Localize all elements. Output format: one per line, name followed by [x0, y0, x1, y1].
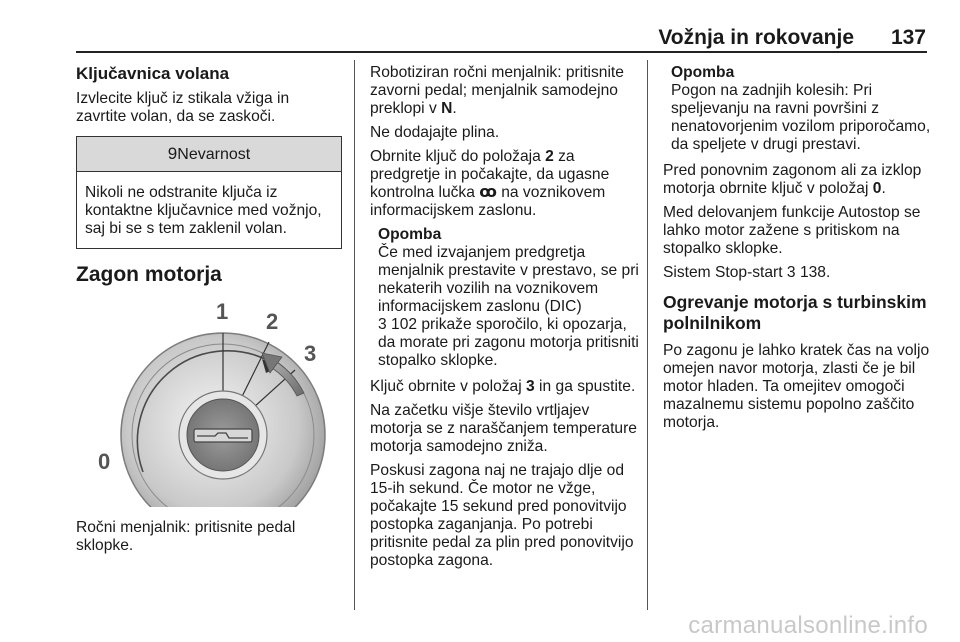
note-title: Opomba [378, 226, 442, 243]
paragraph-turbo: Po zagonu je lahko kratek čas na voljo omejen navor motorja, zlasti če je bil motor hladen. Ta omejitev omogoči mazalnemu sistemu popolno zaščito motorja. [663, 342, 930, 431]
note-box-rwd [663, 64, 931, 154]
section-title-turbo: Ogrevanje motorja s turbinskim polnilnikom [663, 292, 927, 333]
page-reference-icon: 3 [786, 264, 796, 281]
position-label-3: 3 [304, 341, 317, 366]
glow-plug-icon: ꝏ [479, 184, 497, 201]
warning-header [77, 137, 341, 172]
position-label-2: 2 [266, 309, 279, 334]
watermark-text: carmanualsonline.info [688, 612, 928, 639]
column-1 [76, 64, 342, 561]
manual-gearbox-text: Ročni menjalnik: pritisnite pedal sklopke. [76, 519, 296, 554]
warning-triangle-icon: 9 [167, 144, 178, 163]
note-text: Pogon na zadnjih kolesih: Pri speljevanju na ravni površini z nenatovorjenim vozilom priporočamo, da speljete v drugi prestavi. [671, 82, 931, 153]
note-box [370, 226, 640, 370]
column-3 [663, 64, 931, 438]
position-label-1: 1 [216, 299, 229, 324]
note-text: Če med izvajanjem predgretja menjalnik prestavite v prestavo, se pri nekaterih vozilih na voznikovem informacijskem zaslonu (DIC) 3 102 prikaže sporočilo, ki opozarja, da morate pri zagonu motorja pritisniti stopalko sklopke. [378, 244, 639, 369]
ignition-switch-diagram [76, 299, 342, 507]
warning-title: Nevarnost [177, 146, 251, 163]
paragraph-autostop: Med delovanjem funkcije Autostop se lahko motor zažene s pritiskom na stopalko sklopke. [663, 204, 921, 257]
paragraph-robotized: Robotiziran ročni menjalnik: pritisnite zavorni pedal; menjalnik samodejno preklopi v N. [370, 64, 624, 117]
page-number: 137 [890, 26, 926, 49]
column-divider [647, 60, 648, 610]
section-title-steering-lock: Ključavnica volana [76, 64, 230, 83]
paragraph-start-attempts: Poskusi zagona naj ne trajajo dlje od 15-ih sekund. Če motor ne vžge, počakajte 15 sekund pred ponovitvijo postopka zaganjanja. Po potrebi pritisnite pedal za plin pred ponovitvijo postopka zagona. [370, 462, 634, 569]
paragraph-turn-key: Ključ obrnite v položaj 3 in ga spustite. [370, 378, 636, 395]
paragraph-no-throttle: Ne dodajajte plina. [370, 124, 500, 141]
steering-lock-text: Izvlecite ključ iz stikala vžiga in zavrtite volan, da se zaskoči. [76, 90, 290, 125]
position-label-0: 0 [98, 449, 111, 474]
column-2 [370, 64, 640, 576]
page-header-title: Vožnja in rokovanje [658, 26, 854, 49]
header-rule [76, 51, 927, 53]
paragraph-preheat: Obrnite ključ do položaja 2 za predgretje in počakajte, da ugasne kontrolna lučka ꝏ na voznikovem informacijskem zaslonu. [370, 148, 610, 219]
warning-text: Nikoli ne odstranite ključa iz kontaktne ključavnice med vožnjo, saj bi se s tem zaklenil volan. [85, 184, 322, 237]
note-title: Opomba [671, 64, 735, 81]
section-title-engine-start: Zagon motorja [76, 263, 222, 286]
paragraph-idle-speed: Na začetku višje število vrtljajev motorja se z naraščanjem temperature motorja samodejno zniža. [370, 402, 637, 455]
paragraph-restart: Pred ponovnim zagonom ali za izklop motorja obrnite ključ v položaj 0. [663, 162, 922, 197]
paragraph-stop-start: Sistem Stop-start 3 138. [663, 264, 831, 281]
column-divider [354, 60, 355, 610]
page-reference-icon: 3 [378, 316, 387, 333]
warning-box [76, 136, 342, 249]
